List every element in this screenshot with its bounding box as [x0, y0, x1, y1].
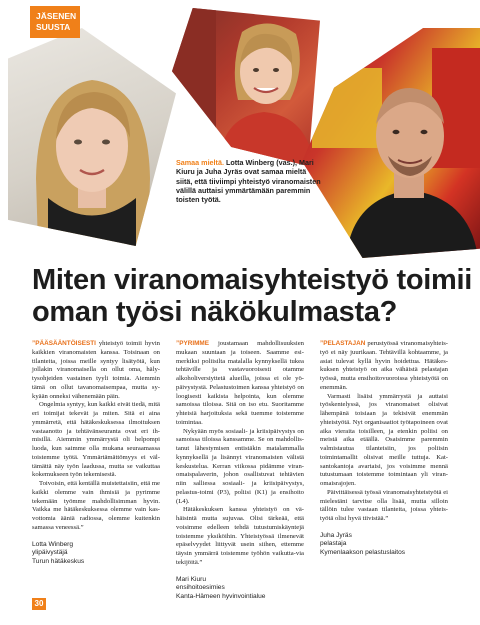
column-paragraph: Varmasti lisäisi ymmärrystä ja auttaisi työskentelyssä, jos viranomaiset olisivat lähempänä toisiaan ja tekisivät enemmän yhteistyötä. Nyt organisaatiot työtapoineen ovat aika vieraita toisilleen, ja etenkin poliisi on meistä aika etäällä. Osaisimme paremmin valmistautua tilanteisiin, jos poliisin toimintamallit olisivat meille tuttuja. Kat-santokantoja avartaisi, jos voisimme mennä tutustumaan toistemme toimintaan yli viran-omaisrajojen. [320, 392, 448, 487]
column-lead: ”PÄÄSÄÄNTÖISESTI [32, 340, 96, 347]
signature-title: ylipäivystäjä [32, 549, 68, 557]
signature-org: Turun hätäkeskus [32, 557, 85, 565]
caption-highlight: Samaa mieltä. [176, 158, 224, 167]
signature [176, 576, 304, 602]
signature [320, 532, 448, 558]
signature-title: ensihoitoesimies [176, 584, 225, 592]
column-paragraph: Ongelmia syntyy, kun kaikki eivät tiedä, mitä eri toimijat tekevät ja miten. Sitä ei aina ymmärretä, että hätäkeskuksessa ilmoituksen vastaanotto ja tehtävänseuranta ovat eri ih-misillä. Aiemmin ymmärrystä oli helpompi luoda, kun saimme olla mukana seuraamassa toistemme työtä. Ymmärtämättömyys ei väl-tämättä näy työn laadussa, mutta se vaikuttaa kokemukseen työn tekemisestä. [32, 401, 160, 479]
column-paragraph: Nykyään myös sosiaali- ja kriisipäivystys on samoissa tiloissa kanssamme. Se on mahdollis-tanut lähestymisen entistäkin matalammalla kynnyksellä ja lisännyt viranomaisten välistä keskustelua. Kerran viikossa pidämme viran-omaispalaverin, johon osallistuvat tehtävien niin salliessa sosiaali- ja kriisipäivystys, pelastus-toimi (P3), poliisi (K1) ja ensihoito (L4). [176, 427, 304, 505]
portrait-woman-red-uniform-illustration [172, 8, 320, 166]
signature-org: Kanta-Hämeen hyvinvointialue [176, 592, 266, 600]
column-paragraph: ”PELASTAJAN perustyössä viranomaisyhteis-työ ei näy juurikaan. Tehtävillä kohtaamme, ja asiat tulevat kyllä hyvin hoidettua. Hätäkes-kuksen yhteistyö on aika vähäistä pelastajan työssä, mutta ensihoitovuoroissa yhteistyötä on enemmän. [320, 340, 448, 391]
portrait-woman-blonde-illustration [8, 28, 176, 246]
article-headline: Miten viranomaisyhteistyö toimii oman työsi näkökulmasta? [32, 264, 472, 328]
signature-org: Kymenlaakson pelastuslaitos [320, 548, 406, 556]
photo-caption [176, 158, 324, 204]
column-lead: ”PYRIMME [176, 340, 210, 347]
caption-text: Lotta Winberg (vas.), Mari Kiuru ja Juha Jyräs ovat samaa mieltä siitä, että tiiviimpi yhteistyö viranomaisten välillä auttaisi ymmärtämään paremmin toisten työtä. [176, 158, 321, 205]
column-lead: ”PELASTAJAN [320, 340, 366, 347]
signature [32, 541, 160, 567]
signature-name: Lotta Winberg [32, 540, 74, 548]
photo-mari-kiuru [172, 8, 320, 166]
signature-name: Juha Jyräs [320, 531, 352, 539]
column-paragraph: Toivoisin, että kentällä muistettaisiin, että me kaikki olemme vain ihmisiä ja pyrimme tekemään työmme mahdollisimman hyvin. Vaikka me hätäkeskuksessa olemme vain kas-vottomia ääniä radiossa, olemme kuitenkin samassa veneessä.” [32, 480, 160, 531]
badge-line1: JÄSENEN [36, 11, 77, 21]
page-number: 30 [32, 598, 46, 610]
section-badge [30, 6, 80, 38]
portrait-man-fire-truck-illustration [302, 28, 480, 258]
column-paragraph: Päivittäisessä työssä viranomaisyhteistyötä ei mielestäni tarvitse olla lisää, mutta silloin tällöin tulee vastaan tilanteita, joissa yhteis-työtä olisi hyvä tiivistää.” [320, 488, 448, 522]
column-paragraph: Hätäkeskuksen kanssa yhteistyö on vä-häisintä mutta sujuvaa. Olisi tärkeää, että voisimme edelleen tehdä tutustumiskäyntejä toistemme yksiköihin. Yhteistyössä ilmenevät epäselvyydet liittyvät usein siihen, ettemme täysin ymmärrä toistemme työhön vaikutta-via tekijöitä.” [176, 506, 304, 566]
article-column-1 [32, 340, 160, 566]
article-column-3 [320, 340, 448, 558]
photo-lotta-winberg [8, 28, 176, 246]
signature-title: pelastaja [320, 540, 347, 548]
column-paragraph: ”PÄÄSÄÄNTÖISESTI yhteistyö toimii hyvin kaikkien viranomaisten kanssa. Toisinaan on tilanteita, joissa meille syntyy lisätyötä, kun jollakin viranomaisella on ollut oma, häly-tysohjeiden vastainen tyyli toimia. Aiemmin tämä on ollut tavanomaisempaa, mutta sy-kyään onneksi vähenemään päin. [32, 340, 160, 400]
article-column-2 [176, 340, 304, 601]
column-paragraph: ”PYRIMME joustamaan mahdollisuuksien mukaan suuntaan ja toiseen. Saamme esi-merkiksi poliisilta matalalla kynnyksellä tukea tehtäville ja vastavuoroisesti otamme alkoholiversiyttetä alueilla, joissa ei ole yö-päivystystä. Pelastustoimen kanssa yhteistyö on loogisesti kaikista helpointa, kun olemme samoissa tiloissa. Sitä on iso etu. Suoritamme yhteisiä harjoituksia sekä tuemme toistemme toimintaa. [176, 340, 304, 426]
signature-name: Mari Kiuru [176, 575, 207, 583]
badge-line2: SUUSTA [36, 22, 71, 32]
photo-juha-jyras [302, 28, 480, 258]
